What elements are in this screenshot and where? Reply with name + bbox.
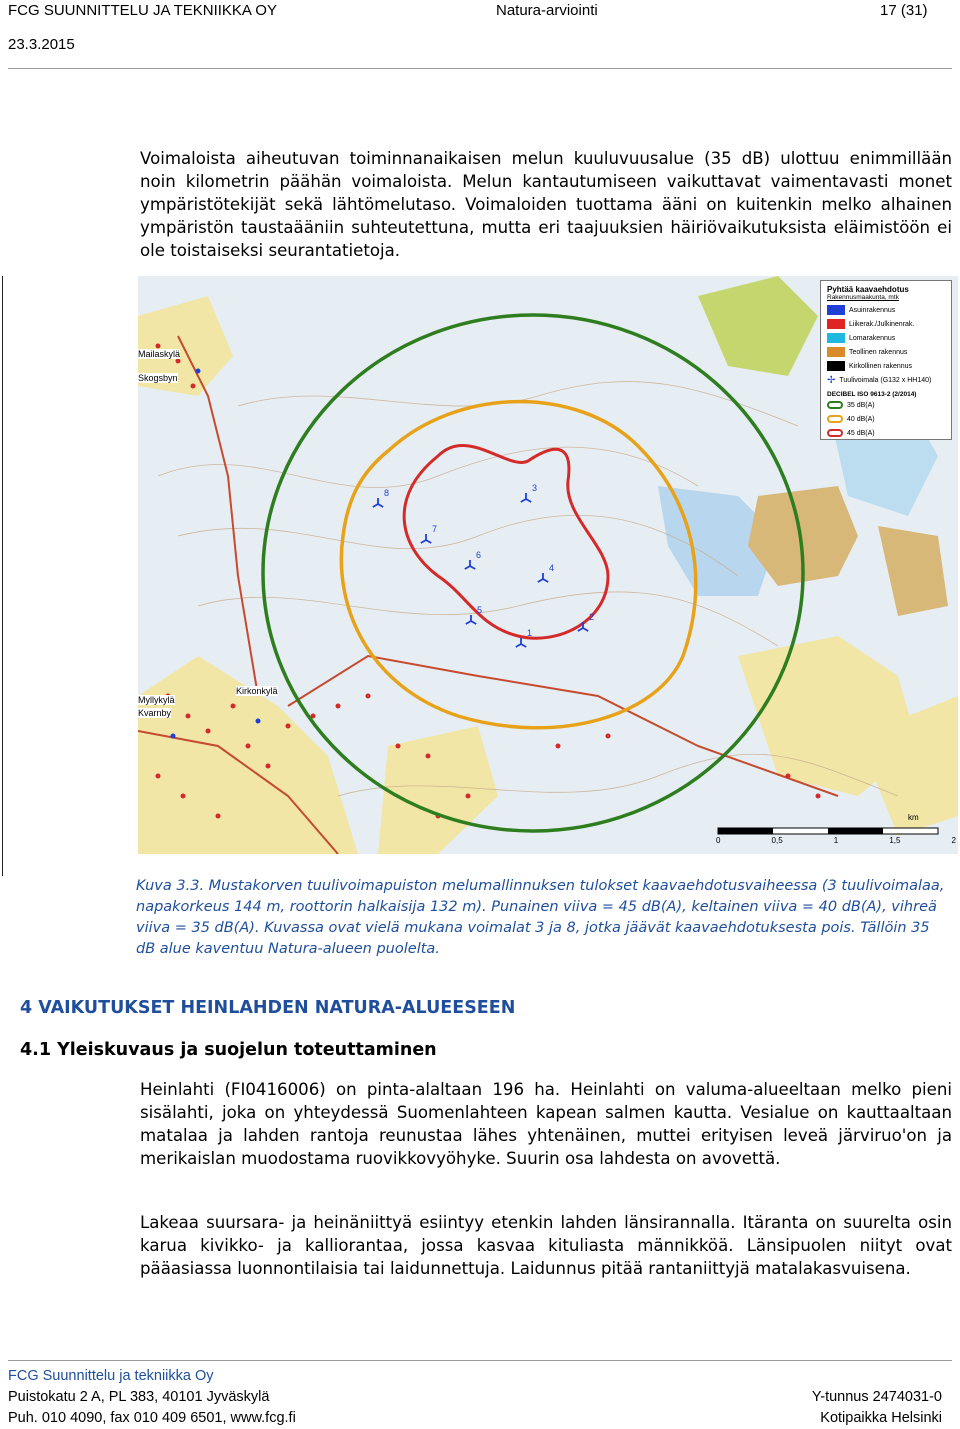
scale-tick-label: 0 <box>716 836 721 845</box>
footer-kotipaikka: Kotipaikka Helsinki <box>820 1410 942 1426</box>
legend-noise-swatch <box>827 429 843 437</box>
footer-phone: Puh. 010 4090, fax 010 409 6501, www.fcg.fi <box>8 1410 296 1426</box>
intro-paragraph-text: Voimaloista aiheutuvan toiminnanaikaisen melun kuuluvuusalue (35 dB) ulottuu enimmillään noin kilometrin päähän voimaloista. Melun kantautumiseen vaikuttavat vaimentavasti monet ympäristötekijät sekä lähtömelutaso. Voimaloiden tuottama ääni on kuitenkin melko alhainen ympäristön taustaääniin suhteutettuna, mutta eri taajuuksien häiriövaikutuksista eläimistöön ei ole toistaiseksi seurantatietoja. <box>140 149 952 260</box>
legend-item <box>827 331 945 345</box>
legend-item-label: Liikerak./Julkinenrak. <box>849 320 915 328</box>
map-legend <box>820 280 952 440</box>
legend-item-label: Kirkollinen rakennus <box>849 362 913 370</box>
legend-item <box>827 303 945 317</box>
legend-item <box>827 317 945 331</box>
legend-swatch <box>827 347 845 357</box>
legend-noise-item <box>827 412 945 426</box>
paragraph-2: Lakeaa suursara- ja heinäniittyä esiintyy etenkin lahden länsirannalla. Itäranta on suurelta osin karua kivikko- ja kalliorantaa, jossa kasvaa kituliasta männikköä. Länsipuolen niityt ovat pääasiassa luonnontilaisia tai laidunnettuja. Laidunnus pitää rantaniittyjä matalakasvuisena. <box>140 1213 952 1278</box>
header-date: 23.3.2015 <box>8 36 75 53</box>
header-page-number: 17 (31) <box>880 2 928 19</box>
scale-tick-label: 1 <box>833 836 839 845</box>
legend-swatch <box>827 333 845 343</box>
intro-paragraph <box>140 147 952 262</box>
legend-item <box>827 345 945 359</box>
turbine-icon: ✢ <box>827 374 836 386</box>
scale-tick-label: 2 <box>951 836 956 845</box>
legend-noise-label: 45 dB(A) <box>847 429 875 437</box>
legend-building-list <box>827 303 945 373</box>
subsection-heading: 4.1 Yleiskuvaus ja suojelun toteuttaminen <box>20 1040 437 1060</box>
turbine-number: 3 <box>532 483 538 493</box>
scale-tick-label: 1,5 <box>889 836 901 845</box>
turbine-number: 5 <box>477 605 483 615</box>
header-rule <box>8 68 952 69</box>
legend-noise-item <box>827 398 945 412</box>
map-place-label: Mailaskylä <box>138 349 181 359</box>
map-place-label: Kirkonkylä <box>236 686 278 696</box>
footer-ytunnus: Y-tunnus 2474031-0 <box>811 1389 942 1405</box>
map-scale-bar <box>718 828 938 834</box>
turbine-number: 2 <box>589 612 595 622</box>
legend-subtitle: Rakennusmaakunta, mtk <box>827 294 899 301</box>
legend-item-label: Asuinrakennus <box>849 306 896 314</box>
header-company: FCG SUUNNITTELU JA TEKNIIKKA OY <box>8 2 277 19</box>
legend-title: Pyhtää kaavaehdotus <box>827 285 909 294</box>
scale-unit: km <box>908 813 919 822</box>
figure-margin-line <box>2 276 3 876</box>
legend-noise-swatch <box>827 401 843 409</box>
turbine-number: 8 <box>384 488 390 498</box>
legend-noise-title: DECIBEL ISO 9613-2 (2/2014) <box>827 391 917 398</box>
figure-caption: Kuva 3.3. Mustakorven tuulivoimapuiston melumallinnuksen tulokset kaavaehdotusvaiheessa (3 tuulivoimalaa, napakorkeus 144 m, roottorin halkaisija 132 m). Punainen viiva = 45 dB(A), keltainen viiva = 40 dB(A), vihreä viiva = 35 dB(A). Kuvassa ovat vielä mukana voimalat 3 ja 8, jotka jäävät kaavaehdotuksesta pois. Tällöin 35 dB alue kaventuu Natura-alueen puolelta. <box>136 878 945 957</box>
legend-swatch <box>827 305 845 315</box>
legend-turbine-label: Tuulivoimala (G132 x HH140) <box>839 376 932 384</box>
turbine-number: 1 <box>527 628 533 638</box>
legend-noise-swatch <box>827 415 843 423</box>
legend-swatch <box>827 319 845 329</box>
legend-turbine-row <box>827 373 945 387</box>
turbine-number: 7 <box>432 524 438 534</box>
paragraph-1: Heinlahti (FI0416006) on pinta-alaltaan 196 ha. Heinlahti on valuma-alueeltaan melko pieni sisälahti, joka on yhteydessä Suomenlahteen kapean salmen kautta. Vesialue on kauttaaltaan matalaa ja lahden rantoja reunustaa lähes yhtenäinen, muttei erityisen leveä järviruo'on ja merikaislan muodostama ruovikkovyöhyke. Suurin osa lahdesta on avovettä. <box>140 1080 952 1168</box>
footer-rule <box>8 1360 952 1361</box>
map-place-label: Skogsbyn <box>138 373 178 383</box>
footer-address: Puistokatu 2 A, PL 383, 40101 Jyväskylä <box>8 1389 270 1405</box>
turbine-number: 4 <box>549 563 555 573</box>
footer-company: FCG Suunnittelu ja tekniikka Oy <box>8 1368 214 1384</box>
legend-noise-label: 35 dB(A) <box>847 401 875 409</box>
scale-tick-label: 0,5 <box>771 836 783 845</box>
legend-noise-label: 40 dB(A) <box>847 415 875 423</box>
turbine-number: 6 <box>476 550 482 560</box>
legend-noise-item <box>827 426 945 440</box>
section-heading: 4 VAIKUTUKSET HEINLAHDEN NATURA-ALUEESEEN <box>20 998 516 1018</box>
map-place-label: Kvarnby <box>138 708 172 718</box>
noise-map <box>138 276 958 854</box>
legend-item <box>827 359 945 373</box>
legend-item-label: Teollinen rakennus <box>849 348 908 356</box>
map-place-label: Myllykylä <box>138 695 175 705</box>
scale-ticks <box>716 836 956 845</box>
legend-swatch <box>827 361 845 371</box>
legend-item-label: Lomarakennus <box>849 334 896 342</box>
legend-noise-list <box>827 398 945 440</box>
header-doc-title: Natura-arviointi <box>496 2 598 19</box>
